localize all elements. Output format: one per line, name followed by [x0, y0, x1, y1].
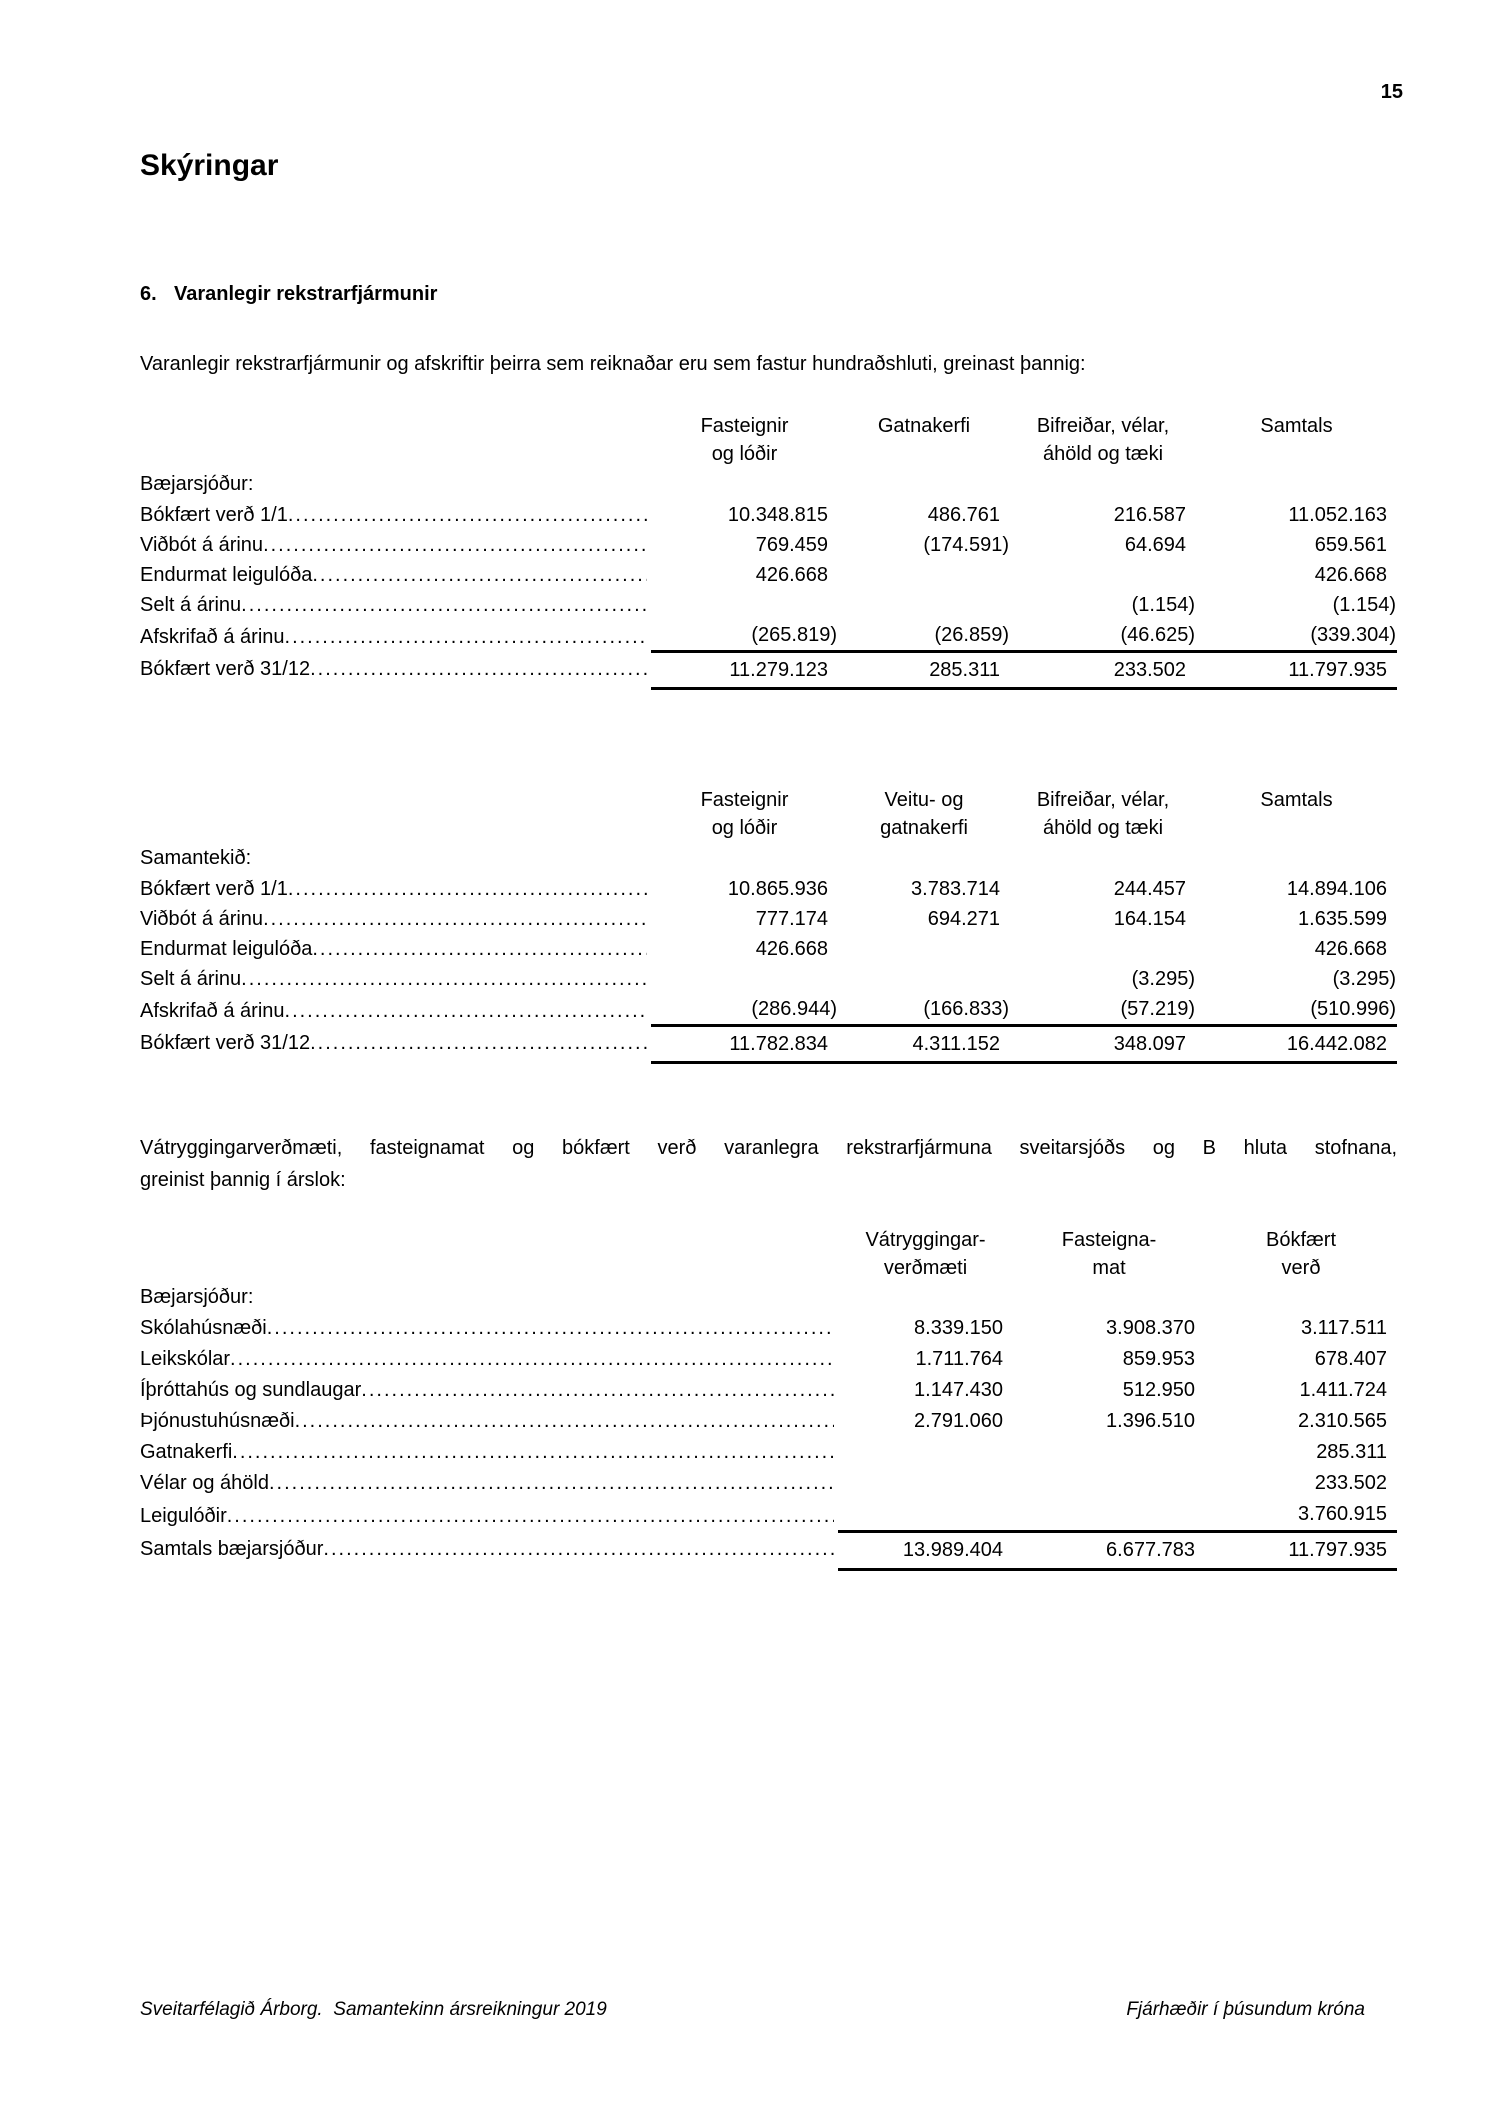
cell-value: 1.411.724: [1299, 1379, 1387, 1401]
dot-leader: [241, 590, 647, 620]
value-cell: [1013, 1313, 1205, 1344]
value-cell: [651, 620, 838, 652]
column-header: Fasteignir: [700, 789, 789, 811]
row-label: Afskrifað á árinu: [140, 625, 285, 648]
header-row: [140, 440, 1397, 468]
cell-value: 10.348.815: [727, 504, 828, 526]
value-cell: [1013, 1532, 1205, 1570]
header-row: [140, 412, 1397, 440]
table-row: [140, 500, 1397, 530]
value-cell: [838, 1406, 1013, 1437]
value-cell: [1010, 994, 1196, 1026]
value-cell: [838, 530, 1010, 560]
cell-value: 6.677.783: [1106, 1539, 1195, 1561]
value-cell: [651, 590, 838, 620]
cell-value: 859.953: [1122, 1348, 1195, 1370]
cell-value: (46.625): [1120, 624, 1195, 646]
table-row: [140, 964, 1397, 994]
section-number: 6.: [140, 283, 157, 305]
column-header: Bókfært: [1265, 1229, 1337, 1251]
value-cell: [1196, 530, 1397, 560]
cell-value: 1.635.599: [1298, 908, 1387, 930]
value-cell: [1205, 1499, 1397, 1532]
row-label: Viðbót á árinu: [140, 908, 264, 930]
value-cell: [1010, 964, 1196, 994]
table-row: [140, 904, 1397, 934]
dot-leader: [323, 1534, 834, 1565]
valuation-intro-paragraph: [140, 1132, 1397, 1196]
column-header: Samtals: [1260, 415, 1333, 437]
value-cell: [1196, 620, 1397, 652]
dot-leader: [263, 530, 647, 560]
column-header: gatnakerfi: [880, 817, 968, 839]
dot-leader: [267, 1313, 834, 1344]
row-label: Endurmat leigulóða: [140, 564, 313, 586]
value-cell: [1196, 590, 1397, 620]
value-cell: [838, 560, 1010, 590]
cell-value: (339.304): [1310, 624, 1396, 646]
value-cell: [838, 1437, 1013, 1468]
dot-leader: [312, 934, 647, 964]
value-cell: [1010, 904, 1196, 934]
intro-paragraph: Varanlegir rekstrarfjármunir og afskriftir þeirra sem reiknaðar eru sem fastur hundraðshluti, greinast þannig:: [140, 353, 1086, 375]
column-header: [1196, 440, 1397, 468]
row-label: Bókfært verð 31/12: [140, 657, 311, 680]
cell-value: (1.154): [1131, 594, 1195, 616]
group-row: [140, 468, 1397, 500]
value-cell: [1196, 904, 1397, 934]
value-cell: [1013, 1499, 1205, 1532]
value-cell: [1010, 560, 1196, 590]
cell-value: 659.561: [1314, 534, 1387, 556]
cell-value: 64.694: [1124, 534, 1186, 556]
cell-value: (57.219): [1120, 998, 1195, 1020]
table-row: [140, 1344, 1397, 1375]
page-number: 15: [1380, 81, 1403, 103]
table-row: [140, 1468, 1397, 1499]
cell-value: 10.865.936: [727, 878, 828, 900]
dot-leader: [288, 874, 647, 904]
cell-value: 164.154: [1113, 908, 1186, 930]
value-cell: [1205, 1344, 1397, 1375]
value-cell: [651, 652, 838, 689]
cell-value: (174.591): [923, 534, 1009, 556]
value-cell: [838, 904, 1010, 934]
dot-leader: [285, 996, 647, 1026]
header-row: [140, 786, 1397, 814]
row-label: Selt á árinu: [140, 594, 242, 616]
table-row: [140, 620, 1397, 652]
value-cell: [838, 1499, 1013, 1532]
value-cell: [1010, 1026, 1196, 1063]
dot-leader: [295, 1406, 834, 1437]
column-header: Veitu- og: [884, 789, 964, 811]
value-cell: [1196, 560, 1397, 590]
value-cell: [1196, 1026, 1397, 1063]
value-cell: [651, 560, 838, 590]
cell-value: 3.760.915: [1298, 1503, 1387, 1525]
valuation-intro-line2: greinist þannig í árslok:: [140, 1169, 346, 1191]
value-cell: [1205, 1406, 1397, 1437]
dot-leader: [361, 1375, 834, 1406]
dot-leader: [227, 1501, 834, 1532]
row-label: Vélar og áhöld: [140, 1472, 269, 1494]
cell-value: 3.783.714: [911, 878, 1000, 900]
table-row: [140, 1026, 1397, 1063]
cell-value: 244.457: [1113, 878, 1186, 900]
value-cell: [651, 934, 838, 964]
group-label: Samantekið:: [140, 847, 252, 869]
cell-value: (1.154): [1332, 594, 1396, 616]
cell-value: 769.459: [755, 534, 828, 556]
column-header: verðmæti: [883, 1257, 968, 1279]
column-header: Samtals: [1260, 789, 1333, 811]
value-cell: [838, 1313, 1013, 1344]
value-cell: [838, 1375, 1013, 1406]
value-cell: [1205, 1437, 1397, 1468]
cell-value: 285.311: [1316, 1441, 1387, 1463]
column-header: Fasteignir: [700, 415, 789, 437]
cell-value: 2.310.565: [1298, 1410, 1387, 1432]
page-title: Skýringar: [140, 149, 279, 182]
cell-value: 14.894.106: [1286, 878, 1387, 900]
value-cell: [1205, 1532, 1397, 1570]
value-cell: [1013, 1437, 1205, 1468]
column-header: Bifreiðar, vélar,: [1036, 415, 1170, 437]
cell-value: 233.502: [1113, 659, 1186, 681]
cell-value: 2.791.060: [914, 1410, 1003, 1432]
cell-value: (265.819): [751, 624, 837, 646]
cell-value: 11.797.935: [1288, 1539, 1387, 1561]
value-cell: [838, 994, 1010, 1026]
valuation-intro-line1: Vátryggingarverðmæti, fasteignamat og bókfært verð varanlegra rekstrarfjármuna sveitarsjóðs og B hluta stofnana,: [140, 1137, 1397, 1159]
dot-leader: [285, 622, 647, 652]
cell-value: 11.782.834: [729, 1033, 828, 1055]
group-row: [140, 842, 1397, 874]
row-label: Viðbót á árinu: [140, 534, 264, 556]
value-cell: [1010, 874, 1196, 904]
dot-leader: [269, 1468, 834, 1499]
cell-value: 1.396.510: [1106, 1410, 1195, 1432]
row-label: Samtals bæjarsjóður: [140, 1537, 324, 1560]
section-title: Varanlegir rekstrarfjármunir: [174, 283, 438, 305]
group-label: Bæjarsjóður:: [140, 1286, 254, 1308]
table-row: [140, 1313, 1397, 1344]
cell-value: 233.502: [1314, 1472, 1387, 1494]
cell-value: (510.996): [1310, 998, 1396, 1020]
row-label: Afskrifað á árinu: [140, 999, 285, 1022]
cell-value: 3.908.370: [1106, 1317, 1195, 1339]
value-cell: [651, 874, 838, 904]
value-cell: [838, 1532, 1013, 1570]
row-label: Leigulóðir: [140, 1504, 227, 1527]
value-cell: [838, 874, 1010, 904]
column-header: Vátryggingar-: [865, 1229, 986, 1251]
dot-leader: [241, 964, 647, 994]
value-cell: [1013, 1468, 1205, 1499]
table-row: [140, 530, 1397, 560]
row-label: Bókfært verð 31/12: [140, 1031, 311, 1054]
row-label: Gatnakerfi: [140, 1441, 233, 1463]
cell-value: 777.174: [755, 908, 828, 930]
table-row: [140, 1499, 1397, 1532]
section-heading: [140, 282, 1397, 306]
cell-value: 426.668: [755, 938, 828, 960]
footer-right: Fjárhæðir í þúsundum króna: [1126, 1999, 1365, 2020]
value-cell: [838, 1468, 1013, 1499]
dot-leader: [263, 904, 647, 934]
cell-value: 426.668: [755, 564, 828, 586]
dot-leader: [232, 1437, 834, 1468]
cell-value: 1.147.430: [914, 1379, 1003, 1401]
cell-value: 3.117.511: [1300, 1317, 1387, 1339]
table-row: [140, 652, 1397, 689]
value-cell: [1013, 1375, 1205, 1406]
value-cell: [1010, 620, 1196, 652]
cell-value: 678.407: [1314, 1348, 1387, 1370]
value-cell: [651, 994, 838, 1026]
cell-value: 13.989.404: [902, 1539, 1003, 1561]
value-cell: [1196, 500, 1397, 530]
value-cell: [1196, 874, 1397, 904]
dot-leader: [312, 560, 647, 590]
table-row: [140, 560, 1397, 590]
municipal-fund-assets-table: [140, 412, 1397, 690]
dot-leader: [230, 1344, 834, 1375]
cell-value: 512.950: [1122, 1379, 1195, 1401]
header-row: [140, 814, 1397, 842]
value-cell: [651, 904, 838, 934]
value-cell: [1205, 1313, 1397, 1344]
value-cell: [1010, 590, 1196, 620]
value-cell: [1205, 1468, 1397, 1499]
table-row: [140, 1532, 1397, 1570]
cell-value: 694.271: [927, 908, 1000, 930]
value-cell: [1205, 1375, 1397, 1406]
cell-value: 16.442.082: [1286, 1033, 1387, 1055]
value-cell: [838, 590, 1010, 620]
consolidated-assets-table: [140, 786, 1397, 1064]
column-header: og lóðir: [711, 443, 778, 465]
dot-leader: [288, 500, 647, 530]
cell-value: 11.052.163: [1288, 504, 1387, 526]
table-row: [140, 1375, 1397, 1406]
column-header: Bifreiðar, vélar,: [1036, 789, 1170, 811]
cell-value: 1.711.764: [915, 1348, 1003, 1370]
row-label: Endurmat leigulóða: [140, 938, 313, 960]
row-label: Selt á árinu: [140, 968, 242, 990]
value-cell: [1196, 994, 1397, 1026]
page-footer: [140, 1998, 1365, 2022]
row-label: Bókfært verð 1/1: [140, 878, 288, 900]
row-label: Íþróttahús og sundlaugar: [140, 1379, 362, 1401]
value-cell: [651, 964, 838, 994]
value-cell: [651, 530, 838, 560]
value-cell: [838, 652, 1010, 689]
value-cell: [838, 934, 1010, 964]
row-label: Þjónustuhúsnæði: [140, 1410, 295, 1432]
table-row: [140, 994, 1397, 1026]
cell-value: 426.668: [1314, 938, 1387, 960]
row-label: Bókfært verð 1/1: [140, 504, 288, 526]
table-row: [140, 934, 1397, 964]
value-cell: [1196, 964, 1397, 994]
value-cell: [1010, 500, 1196, 530]
value-cell: [838, 1026, 1010, 1063]
cell-value: 426.668: [1314, 564, 1387, 586]
column-header: áhöld og tæki: [1042, 443, 1164, 465]
cell-value: (3.295): [1332, 968, 1396, 990]
group-label: Bæjarsjóður:: [140, 473, 254, 495]
cell-value: 4.311.152: [912, 1033, 1000, 1055]
value-cell: [1013, 1406, 1205, 1437]
column-header: Fasteigna-: [1061, 1229, 1157, 1251]
table-row: [140, 590, 1397, 620]
row-label: Skólahúsnæði: [140, 1317, 267, 1339]
value-cell: [1010, 652, 1196, 689]
value-cell: [1013, 1344, 1205, 1375]
table-row: [140, 1406, 1397, 1437]
table-row: [140, 1437, 1397, 1468]
column-header: [838, 440, 1010, 468]
value-cell: [1196, 652, 1397, 689]
dot-leader: [310, 654, 647, 684]
value-cell: [1010, 934, 1196, 964]
cell-value: (166.833): [923, 998, 1009, 1020]
column-header: Gatnakerfi: [877, 415, 971, 437]
group-row: [140, 1282, 1397, 1313]
cell-value: 216.587: [1113, 504, 1186, 526]
cell-value: 8.339.150: [914, 1317, 1003, 1339]
column-header: verð: [1281, 1257, 1321, 1279]
dot-leader: [310, 1028, 647, 1058]
cell-value: 348.097: [1113, 1033, 1186, 1055]
cell-value: 285.311: [929, 659, 1000, 681]
value-cell: [1010, 530, 1196, 560]
value-cell: [838, 620, 1010, 652]
table-row: [140, 874, 1397, 904]
value-cell: [651, 1026, 838, 1063]
value-cell: [838, 500, 1010, 530]
cell-value: (26.859): [934, 624, 1009, 646]
value-cell: [651, 500, 838, 530]
cell-value: 11.279.123: [729, 659, 828, 681]
header-row: [140, 1254, 1397, 1282]
value-cell: [1196, 934, 1397, 964]
header-row: [140, 1226, 1397, 1254]
value-cell: [838, 1344, 1013, 1375]
cell-value: (286.944): [751, 998, 837, 1020]
column-header: og lóðir: [711, 817, 778, 839]
cell-value: 486.761: [927, 504, 1000, 526]
row-label: Leikskólar: [140, 1348, 231, 1370]
column-header: [1196, 814, 1397, 842]
cell-value: (3.295): [1131, 968, 1195, 990]
valuation-table: [140, 1226, 1397, 1571]
column-header: áhöld og tæki: [1042, 817, 1164, 839]
cell-value: 11.797.935: [1288, 659, 1387, 681]
footer-left: Sveitarfélagið Árborg. Samantekinn ársreikningur 2019: [140, 1999, 607, 2020]
value-cell: [838, 964, 1010, 994]
column-header: mat: [1092, 1257, 1126, 1279]
